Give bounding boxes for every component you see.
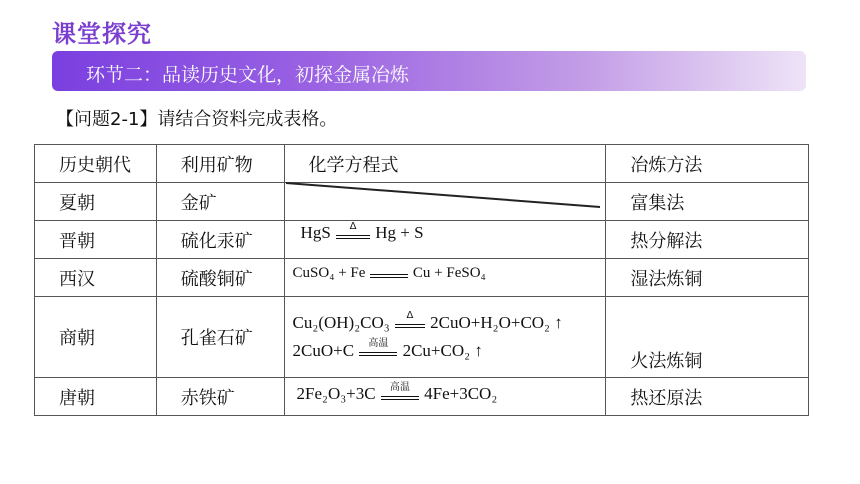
method-cell: 火法炼铜: [606, 297, 809, 378]
equation-cell-empty: [284, 183, 606, 221]
dynasty-cell: 唐朝: [35, 378, 157, 416]
header-mineral: 利用矿物: [156, 145, 284, 183]
method-cell: 湿法炼铜: [606, 259, 809, 297]
table-header-row: [35, 145, 809, 183]
banner-text: 环节二：品读历史文化，初探金属冶炼: [86, 64, 410, 86]
equation-malachite: [292, 310, 606, 333]
mineral-cell: 赤铁矿: [156, 378, 284, 416]
table-row: [35, 183, 809, 221]
mineral-cell: 硫化汞矿: [156, 221, 284, 259]
equation-cuo-reduction: [292, 338, 606, 361]
method-cell: 热还原法: [606, 378, 809, 416]
equation-hematite: [296, 381, 498, 404]
condition-label: Δ: [349, 220, 357, 232]
table-row: [35, 221, 809, 259]
equation-cell: [284, 378, 606, 416]
equation-cell: [284, 259, 606, 297]
method-cell: 热分解法: [606, 221, 809, 259]
dynasty-cell: 西汉: [35, 259, 157, 297]
dynasty-cell: 商朝: [35, 297, 157, 378]
smelting-table: [34, 144, 809, 416]
equation-left: Cu₂(OH)₂CO₃: [292, 312, 390, 332]
equation-right: 2CuO+H₂O+CO₂ ↑: [430, 312, 563, 332]
equation-hgs: [300, 220, 424, 243]
equation-right: Cu + FeSO₄: [412, 265, 486, 282]
dynasty-cell: 夏朝: [35, 183, 157, 221]
section-banner: [52, 51, 806, 91]
equation-left: 2Fe₂O₃+3C: [296, 384, 376, 404]
header-dynasty: 历史朝代: [35, 145, 157, 183]
table-row: [35, 297, 809, 378]
mineral-cell: 硫酸铜矿: [156, 259, 284, 297]
mineral-cell: 金矿: [156, 183, 284, 221]
equation-cuso4: [293, 265, 486, 281]
section-title: 课堂探究: [52, 20, 152, 48]
method-cell: 富集法: [606, 183, 809, 221]
equation-right: Hg + S: [375, 223, 424, 243]
reaction-condition: [395, 310, 425, 333]
equation-left: 2CuO+C: [292, 341, 355, 360]
reaction-condition: [336, 220, 370, 244]
reaction-condition: [381, 381, 419, 405]
condition-label: 高温: [389, 381, 410, 393]
table-row: [35, 378, 809, 416]
condition-label: Δ: [406, 310, 414, 321]
equation-cell: [284, 297, 606, 378]
header-equation: 化学方程式: [284, 145, 606, 183]
reaction-equals: [370, 265, 408, 283]
dynasty-cell: 晋朝: [35, 221, 157, 259]
equation-right: 2Cu+CO₂ ↑: [402, 341, 483, 360]
equation-left: HgS: [300, 223, 331, 243]
question-prompt: 【问题2-1】请结合资料完成表格。: [56, 109, 338, 130]
reaction-condition: [359, 338, 397, 361]
header-method: 冶炼方法: [606, 145, 809, 183]
equation-right: 4Fe+3CO₂: [424, 384, 498, 404]
equation-cell: [284, 221, 606, 259]
table-row: [35, 259, 809, 297]
condition-label: 高温: [368, 338, 389, 350]
equation-left: CuSO₄ + Fe: [292, 265, 366, 282]
mineral-cell: 孔雀石矿: [156, 297, 284, 378]
